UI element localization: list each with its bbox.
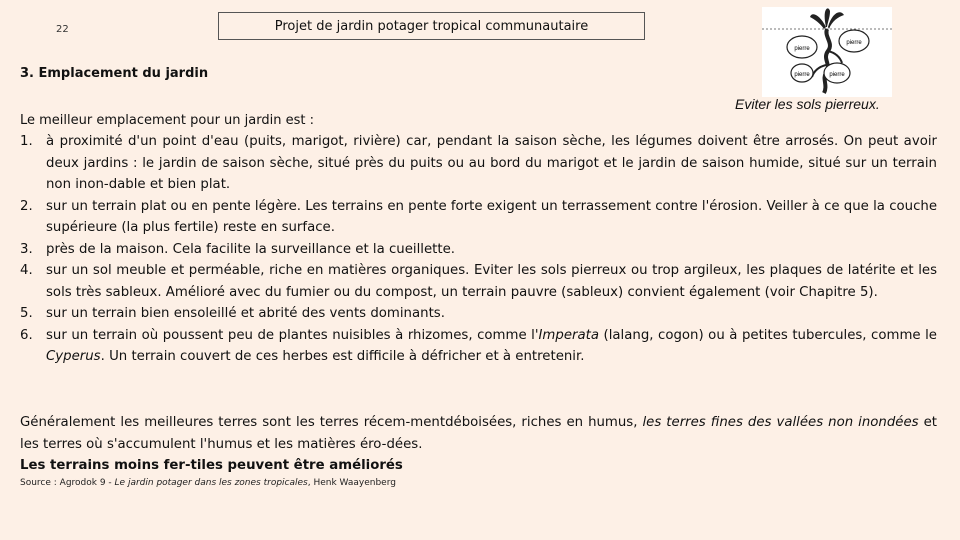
stony-soil-illustration [762, 7, 892, 97]
list-number: 2. [20, 198, 33, 214]
list-number: 1. [20, 134, 33, 149]
list-item [20, 260, 937, 303]
list-item-text: à proximité d'un point d'eau (puits, marigot, rivière) car, pendant la saison sèche, les légumes doivent être arrosés. On peut avoir deux jardins : le jardin de saison sèche, situé près du puits ou au bord du marigot et le jardin de saison humide, situé sur un terrain non inon-dable et bien plat. [46, 134, 937, 192]
summary-paragraph [20, 412, 937, 455]
page-title-text: Projet de jardin potager tropical communautaire [274, 18, 589, 34]
list-item-text-part: (lalang, cogon) ou à petites tubercules, comme le [599, 327, 937, 343]
source-suffix: , Henk Waayenberg [307, 478, 396, 488]
source-citation [20, 478, 396, 488]
plant-root-among-stones-icon [762, 7, 892, 97]
list-item-text: près de la maison. Cela facilite la surveillance et la cueillette. [46, 241, 456, 257]
illustration-caption: Eviter les sols pierreux. [735, 96, 880, 112]
page-title [218, 12, 645, 40]
stone-label: pierre [829, 72, 845, 78]
list-number: 5. [20, 306, 33, 321]
location-criteria-list [20, 131, 937, 368]
list-item [20, 303, 937, 325]
list-item [20, 131, 937, 196]
list-item-text-part: . Un terrain couvert de ces herbes est difficile à défricher et à entretenir. [100, 349, 585, 364]
list-number: 6. [20, 327, 33, 343]
section-heading: 3. Emplacement du jardin [20, 66, 209, 81]
list-item [20, 196, 937, 239]
species-name: Cyperus [46, 349, 101, 364]
list-number: 3. [20, 241, 33, 257]
source-title: Le jardin potager dans les zones tropicales [114, 478, 308, 488]
stone-label: pierre [846, 40, 862, 46]
bold-statement: Les terrains moins fer-tiles peuvent être améliorés [20, 458, 403, 473]
species-name: Imperata [538, 327, 599, 343]
paragraph-italic-text: les terres fines des vallées non inondées [642, 415, 919, 430]
list-item-text-part: sur un terrain où poussent peu de plantes nuisibles à rhizomes, comme l' [46, 327, 539, 343]
list-item [20, 325, 937, 368]
stone-label: pierre [794, 46, 810, 52]
source-prefix: Source : Agrodok 9 - [20, 478, 115, 488]
list-item-text: sur un sol meuble et perméable, riche en matières organiques. Eviter les sols pierreux ou trop argileux, les plaques de latérite et les sols très sableux. Amélioré avec du fumier ou du compost, un terrain pauvre (sableux) convient également (voir Chapitre 5). [46, 263, 937, 300]
list-number: 4. [20, 263, 33, 278]
intro-text: Le meilleur emplacement pour un jardin est : [20, 113, 314, 128]
list-item [20, 239, 937, 261]
list-item-text: sur un terrain plat ou en pente légère. Les terrains en pente forte exigent un terrassement contre l'érosion. Veiller à ce que la couche supérieure (la plus fertile) reste en surface. [46, 198, 937, 235]
paragraph-text: Généralement les meilleures terres sont les terres récem-mentdéboisées, riches en humus, [20, 415, 643, 430]
list-item-text [46, 328, 937, 365]
page-number: 22 [56, 24, 69, 35]
stone-label: pierre [794, 72, 810, 78]
paragraph-text: et les terres où s'accumulent l'humus et les matières éro-dées. [20, 415, 938, 452]
list-item-text: sur un terrain bien ensoleillé et abrité des vents dominants. [46, 306, 445, 321]
